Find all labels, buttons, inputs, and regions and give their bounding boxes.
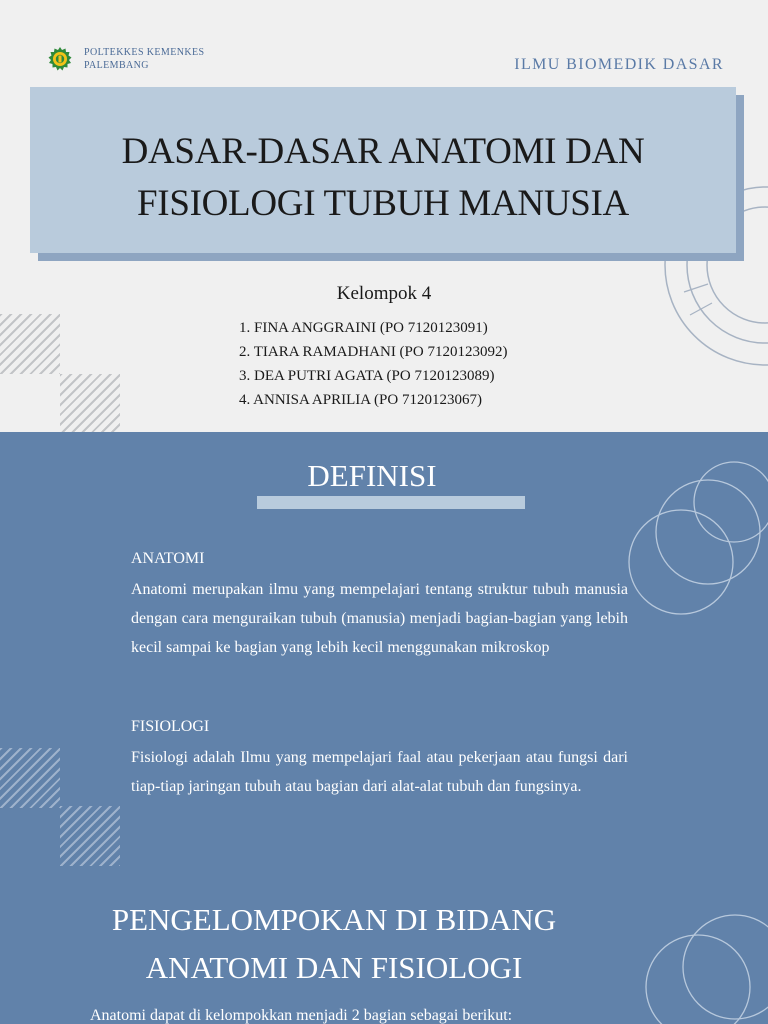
- anatomi-definition: Anatomi merupakan ilmu yang mempelajari tentang struktur tubuh manusia dengan cara menguraikan tubuh (manusia) menjadi bagian-bagian yang lebih kecil sampai ke bagian yang lebih kecil menggunakan mikroskop: [131, 581, 628, 656]
- definition-slide: [0, 432, 768, 1024]
- definisi-heading: DEFINISI: [307, 458, 437, 493]
- pengelompokan-line-2: ANATOMI DAN FISIOLOGI: [145, 950, 523, 985]
- institution-name: [84, 46, 254, 72]
- hatch-pattern-decoration: [0, 314, 60, 374]
- subject-title: ILMU BIOMEDIK DASAR: [514, 56, 724, 73]
- anatomi-term: ANATOMI: [131, 550, 205, 567]
- presentation-title: [30, 126, 736, 230]
- list-item: 4. ANNISA APRILIA (PO 7120123067): [239, 392, 482, 408]
- title-line-2: FISIOLOGI TUBUH MANUSIA: [137, 183, 629, 224]
- title-line-1: DASAR-DASAR ANATOMI DAN: [121, 131, 645, 172]
- group-label: Kelompok 4: [336, 283, 432, 304]
- institution-logo-icon: [48, 46, 72, 72]
- pengelompokan-intro: Anatomi dapat di kelompokkan menjadi 2 bagian sebagai berikut:: [90, 1007, 513, 1024]
- heading-underline-bar: [257, 496, 525, 509]
- fisiologi-definition: Fisiologi adalah Ilmu yang mempelajari faal atau pekerjaan atau fungsi dari tiap-tiap jaringan tubuh atau bagian dari alat-alat tubuh dan fungsinya.: [131, 749, 628, 795]
- hatch-pattern-decoration: [60, 374, 120, 432]
- list-item: 2. TIARA RAMADHANI (PO 7120123092): [239, 344, 508, 360]
- fisiologi-term: FISIOLOGI: [131, 718, 210, 735]
- list-item: 1. FINA ANGGRAINI (PO 7120123091): [239, 320, 488, 336]
- member-list: [239, 316, 507, 412]
- hatch-pattern-decoration: [60, 806, 120, 866]
- institution-line-2: PALEMBANG: [84, 60, 149, 71]
- pengelompokan-heading: [0, 896, 668, 992]
- title-slide: [0, 0, 768, 432]
- pengelompokan-line-1: PENGELOMPOKAN DI BIDANG: [111, 902, 557, 937]
- institution-line-1: POLTEKKES KEMENKES: [84, 47, 205, 58]
- hatch-pattern-decoration: [0, 748, 60, 808]
- list-item: 3. DEA PUTRI AGATA (PO 7120123089): [239, 368, 495, 384]
